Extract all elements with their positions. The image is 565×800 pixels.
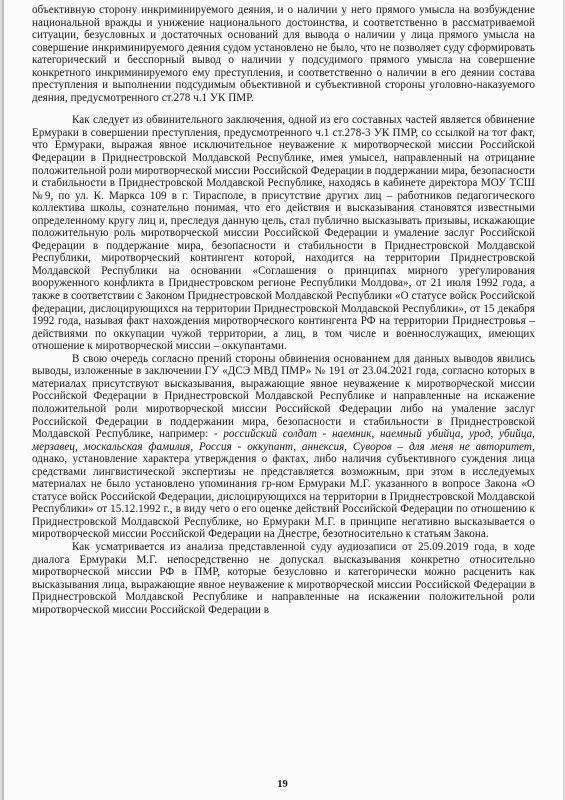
paragraph-3-text-after: однако, установление характера утверждения о фактах, либо наличия субъективного суждения лица средствами лингвистической экспертизы не представляется возможным, при этом в исследуемых материалах не было установлено упоминания гр-ном Ермураки М.Г. указанного в вопросе Закона «О статусе войск Российской Федерации, дислоцирующихся на территории в Приднестровской Молдавской Республики» от 15.12.1992 г., в виду чего о его оценке действий Российской Федерации по отношению к Приднестровской Молдавской Республике, но Ермураки М.Г. в принципе негативно высказывается о миротворческой миссии Российской Федерации на Днестре, безотносительно к статьям Закона. (32, 453, 535, 541)
paragraph-2: Как следует из обвинительного заключения, одной из его составных частей является обвинение Ермураки в совершении преступления, предусмотренного ч.1 ст.278-3 УК ПМР, со ссылкой на тот факт, что Ермураки, выражая явное исключительное неуважение к миротворческой миссии Российской Федерации в Приднестровской Молдавской Республике, имея умысел, направленный на отрицание положительной роли миротворческой миссии Российской Федерации в поддержании мира, безопасности и стабильности в Приднестровской Молдавской Республике, находясь в кабинете директора МОУ ТСШ №9, по ул. К. Маркса 109 в г. Тирасполе, в присутствие других лиц – работников педагогического коллектива школы, сознательно понимая, что его действия и высказывания становятся известными определенному кругу лиц и, преследуя данную цель, стал публично высказывать призывы, искажающие положительную роль миротворческой миссии Российской Федерации и умаление заслуг Российской Федерации в поддержание мира, безопасности и стабильности в Приднестровской Молдавской Республики, миротворческий контингент которой, находится на территории Приднестровской Молдавской Республики на основании «Соглашения о принципах мирного урегулирования вооруженного конфликта в Приднестровском регионе Республики Молдова», от 21 июля 1992 года, а также в соответствии с Законом Приднестровской Молдавской Республики «О статусе войск Российской федерации, дислоцирующихся на территории Приднестровской Молдавской Республики», от 15 декабря 1992 года, называя факт нахождения миротворческого контингента РФ на территории Приднестровья – действиями по оккупации чужой территории, а лиц, в том числе и военнослужащих, имеющих отношение к миротворческой миссии – оккупантами. (32, 114, 535, 353)
page-number: 19 (277, 779, 288, 790)
document-page (2, 0, 563, 800)
paragraph-3-text-before: В свою очередь согласно прений стороны обвинения основанием для данных выводов явились выводы, изложенные в заключении ГУ «ДСЭ МВД ПМР» № 191 от 23.04.2021 года, согласно которых в материалах присутствуют высказывания, выражающие явное неуважение к миротворческой миссии Российской Федерации в Приднестровской Молдавской Республике и направленные на искажение положительной роли миротворческой миссии Российской Федерации либо на умаление заслуг Российской Федерации в поддержании мира, безопасности и стабильности в Приднестровской Молдавской Республике, например: (32, 352, 535, 441)
paragraph-3 (32, 353, 535, 541)
page-edge (2, 0, 4, 800)
paragraph-1: объективную сторону инкриминируемого деяния, и о наличии у него прямого умысла на возбуждение национальной вражды и унижение национального достоинства, и соответственно в рассматриваемой ситуации, безусловных и достаточных оснований для вывода о наличии у лица прямого умысла на совершение инкриминируемого деяния судом установлено не было, что не позволяет суду сформировать категорический и бесспорный вывод о наличии у подсудимого прямого умысла на совершение конкретного инкриминируемого ему преступления, и соответственно о наличии в его деянии состава преступления и выполнении подсудимым объективной и субъективной стороны уголовно-наказуемого деяния, предусмотренного ст.278 ч.1 УК ПМР. (32, 4, 535, 104)
paragraph-4: Как усматривается из анализа представленной суду аудиозаписи от 25.09.2019 года, в ходе диалога Ермураки М.Г. непосредственно не допускал высказывания конкретно относительно миротворческой миссии РФ в ПМР, которые безусловно и категорически можно расценить как высказывания лица, выражающие явное неуважение к миротворческой миссии Российской Федерации в Приднестровской Молдавской Республике и направленные на искажении положительной роли миротворческой миссии Российской Федерации в (32, 540, 535, 616)
paragraph-3-quoted-statements: - российский солдат - наемник, наемный убийца, урод, убийца, мерзавец, москальская фамилия, Россия - оккупант, аннексия, Суворов – для меня не авторитет, (32, 428, 535, 453)
